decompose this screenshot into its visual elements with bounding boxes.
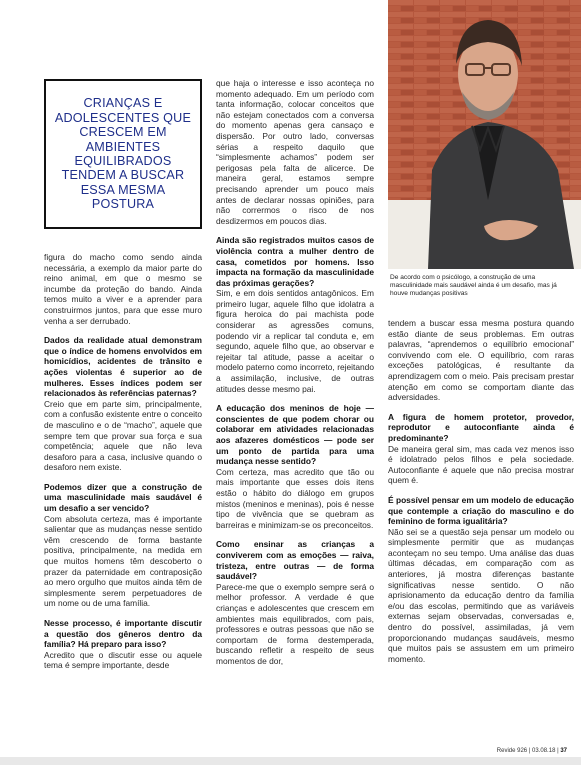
interview-answer: Não sei se a questão seja pensar um modelo ou simplesmente permitir que as mudanças aconteçam no seu tempo. Uma análise das duas últimas décadas, em comparação com as anteriores, já mostra diferenças bastante significativas nesse sentido. O não aprisionamento da educação dentro da família e/ou das escolas, permitindo que as variáveis externas sejam observadas, conversadas e, dentro do possível, assimiladas, já vem proporcionando mudanças saudáveis, mesmo que muitos pais se assustem em um primeiro momento. xyxy=(388,526,574,664)
interview-question: Podemos dizer que a construção de uma masculinidade mais saudável é um desafio a ser vencido? xyxy=(44,481,202,514)
footer-separator: | xyxy=(557,748,561,754)
page-footer xyxy=(497,748,567,754)
paragraph: que haja o interesse e isso aconteça no momento adequado. Em um período com tanta informação, colocar conceitos que não estejam conectados com a conversa do momento apenas gera cansaço e dispersão. Por outro lado, conversas sérias a respeito daquilo que “simplesmente achamos” podem ser perigosas pela falta de alicerce. De maneira geral, estamos sempre precisando aprender um pouco mais antes de declarar nossas opiniões, para não corrermos o risco de nos desdizermos em poucos dias. xyxy=(216,78,374,226)
interview-answer: Com absoluta certeza, mas é importante salientar que as mudanças nesse sentido vêm crescendo de forma bastante positiva, principalmente, na medida em que muitos homens têm descoberto o prazer da paternidade em contraposição ao mero orgulho que muitos ainda têm de simplesmente serem perpetuadores de um nome ou de uma família. xyxy=(44,513,202,609)
portrait-illustration xyxy=(388,0,581,269)
interview-question: Como ensinar as crianças a conviverem com as emoções — raiva, tristeza, entre outras — de forma saudável? xyxy=(216,539,374,582)
pull-quote-box xyxy=(44,79,202,229)
article-column-3 xyxy=(388,318,574,673)
interview-answer: Parece-me que o exemplo sempre será o melhor professor. A verdade é que crianças e adolescentes que crescem em ambientes mais equilibrados, com pais, professores e outras pessoas que não se comportam de forma destemperada, buscando refletir a respeito de seus momentos de dor, xyxy=(216,581,374,666)
interviewee-photo xyxy=(388,0,581,269)
footer-separator: | xyxy=(528,748,533,754)
interview-question: É possível pensar em um modelo de educação que contemple a criação do masculino e do feminino de forma igualitária? xyxy=(388,494,574,527)
interview-answer: Acredito que o discutir esse ou aquele tema é sempre importante, desde xyxy=(44,649,202,671)
interview-answer: Sim, e em dois sentidos antagônicos. Em primeiro lugar, aquele filho que idolatra a figura heroica do pai machista pode considerar as agressões comuns, podendo vir a replicar tal conduta e, em segundo, aquele filho que, ao observar e rejeitar tal atitude, passe a aceitar o modelo paterno como incorreto, rejeitando a assimilação, inclusive, de outras atitudes desse mesmo pai. xyxy=(216,288,374,394)
interview-question: A figura de homem protetor, provedor, reprodutor e autoconfiante ainda é predominante? xyxy=(388,411,574,443)
page-number: 37 xyxy=(560,748,567,754)
paragraph: tendem a buscar essa mesma postura quando estão diante de seus problemas. Em outras palavras, “aprendemos o equilíbrio emocional” convivendo com ele. O equilíbrio, com raras exceções patológicas, é resultante da aprendizagem com o meio. Pais precisam prestar atenção em como se comportam diante das adversidades. xyxy=(388,318,574,403)
article-column-2 xyxy=(216,78,374,675)
pull-quote-text: CRIANÇAS E ADOLESCENTES QUE CRESCEM EM AMBIENTES EQUILIBRADOS TENDEM A BUSCAR ESSA MESMA POSTURA xyxy=(54,96,192,212)
interview-question: Nesse processo, é importante discutir a questão dos gêneros dentro da família? Há preparo para isso? xyxy=(44,618,202,650)
magazine-issue: Revide 926 xyxy=(496,748,528,754)
interview-question: Ainda são registrados muitos casos de violência contra a mulher dentro de casa, cometidos por homens. Isso impacta na formação da masculinidade das próximas gerações? xyxy=(216,235,374,288)
interview-answer: Com certeza, mas acredito que tão ou mais importante que esses dois itens estão o hábito do diálogo em grupos mistos (meninos e meninas), pois é nesse tipo de vivência que se quebram as barreiras e minimizam-se os preconceitos. xyxy=(216,466,374,530)
interview-question: A educação dos meninos de hoje — conscientes de que podem chorar ou colaborar em atividades relacionadas aos afazeres domésticos — pode ser um ponto de partida para uma mudança nesse sentido? xyxy=(216,403,374,467)
interview-answer: Creio que em parte sim, principalmente, com a confusão existente entre o conceito de masculino e o de “macho”, aquele que sempre tem que provar sua força e sua competência; aquele que não leva desaforo para a casa, inclusive quando o desaforo nem existe. xyxy=(44,398,202,473)
photo-caption: De acordo com o psicólogo, a construção de uma masculinidade mais saudável ainda é um desafio, mas já houve mudanças positivas xyxy=(390,274,557,297)
interview-answer: De maneira geral sim, mas cada vez menos isso é idolatrado pelos filhos e pela sociedade. Autoconfiante é aquele que não precisa mostrar quem é. xyxy=(388,443,574,486)
issue-date: 03.08.18 xyxy=(532,748,556,754)
interview-question: Dados da realidade atual demonstram que o índice de homens envolvidos em homicídios, acidentes de trânsito e ações violentas é superior ao de mulheres. Esses índices podem ser relacionados às referências paternas? xyxy=(44,335,202,399)
article-column-1 xyxy=(44,252,202,680)
bottom-strip xyxy=(0,757,581,765)
paragraph: figura do macho como sendo ainda necessária, a exemplo da maior parte do reino animal, em que o mesmo se incumbe da proteção do bando. Ainda temos muito a viver e a aprender para construirmos juntos, para que esse muro venha a ser derrubado. xyxy=(44,252,202,326)
